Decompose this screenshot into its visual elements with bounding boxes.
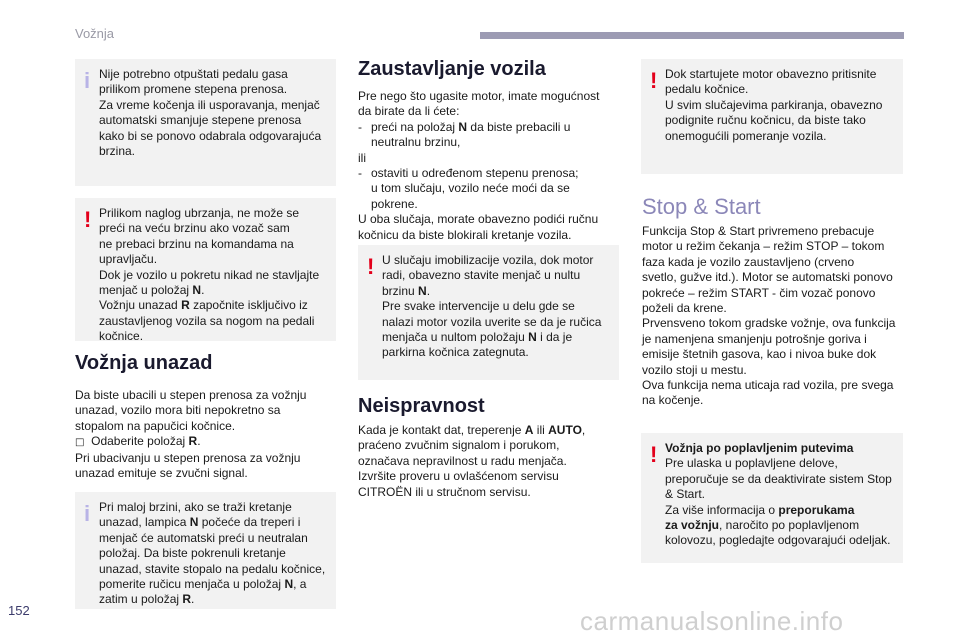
warning-icon: ! xyxy=(367,254,375,279)
note-text: Nije potrebno otpuštati pedalu gasa prilikom promene stepena prenosa. Za vreme kočenja ili usporavanja, menjač automatski smanjuje stepene prenosa kako bi se ponovo odabrala odgovarajuća brzina. xyxy=(99,67,322,159)
warning-text: U slučaju imobilizacije vozila, dok motor radi, obavezno stavite menjač u nultu brzinu N. Pre svake intervencije u delu gde se nalazi motor vozila uverite se da je ručica menjača u nultom položaju N i da je parkirna kočnica zategnuta. xyxy=(382,253,602,360)
list-item: - preći na položaj N da biste prebacili u neutralnu brzinu, xyxy=(358,119,571,150)
reverse-body: Da biste ubacili u stepen prenosa za vožnju unazad, vozilo mora biti nepokretno sa stopalom na papučici kočnice. □ Odaberite položaj R. Pri ubacivanju u stepen prenosa za vožnju unazad emituje se zvučni signal. xyxy=(75,388,307,481)
info-note-reverse xyxy=(75,492,336,609)
info-icon: i xyxy=(84,68,91,93)
stop-start-body: Funkcija Stop & Start privremeno prebacuje motor u režim čekanja – režim STOP – tokom faza kada je vozilo zaustavljeno (crveno svetlo, gužve itd.). Motor se automatski ponovo pokreće – režim START - čim vozač ponovo poželi da krene. Prvensveno tokom gradske vožnje, ova funkcija je namenjena smanjenju potrošnje goriva i emisije štetnih gasova, kao i nivoa buke dok vozilo stoji u mestu. Ova funkcija nema uticaja rad vozila, pre svega na kočenje. xyxy=(642,224,896,408)
info-icon: i xyxy=(84,501,91,526)
heading-malfunction: Neispravnost xyxy=(358,395,485,417)
malfunction-body: Kada je kontakt dat, treperenje A ili AUTO, praćeno zvučnim signalom i porukom, označava nepravilnost u radu menjača. Izvršite proveru u ovlašćenom servisu CITROËN ili u stručnom servisu. xyxy=(358,423,586,499)
warning-flooded-roads xyxy=(641,433,903,563)
checkbox-icon: □ xyxy=(75,437,85,449)
page-number: 152 xyxy=(8,603,30,618)
stopping-body: Pre nego što ugasite motor, imate mogućnost da birate da li ćete: - preći na položaj N da biste prebacili u neutralnu brzinu, ili - ostaviti u određenom stepenu prenosa; u tom slučaju, vozilo neće moći da se pokrene. U oba slučaja, morate obavezno podići ručnu kočnicu da biste blokirali kretanje vozila. xyxy=(358,89,620,243)
warning-starting xyxy=(641,59,903,174)
note-text: Pri maloj brzini, ako se traži kretanje unazad, lampica N počeće da treperi i menjač će automatski preći u neutralan položaj. Da biste pokrenuli kretanje unazad, stavite stopalo na pedalu kočnice, pomerite ručicu menjača u položaj N, a zatim u položaj R. xyxy=(99,500,326,607)
warning-icon: ! xyxy=(650,442,658,467)
warning-icon: ! xyxy=(84,207,92,232)
warning-immobilisation xyxy=(358,245,619,380)
heading-reverse: Vožnja unazad xyxy=(75,352,213,374)
watermark: carmanualsonline.info xyxy=(580,606,844,636)
heading-stopping: Zaustavljanje vozila xyxy=(358,58,546,80)
warning-text: Prilikom naglog ubrzanja, ne može se preći na veću brzinu ako vozač sam ne prebaci brzinu na komandama na upravljaču. Dok je vozilo u pokretu nikad ne stavljajte menjač u položaj N. Vožnju unazad R započnite isključivo iz zaustavljenog vozila sa nogom na pedali kočnice. xyxy=(99,206,320,344)
section-title: Vožnja xyxy=(75,26,115,41)
warning-text: Dok startujete motor obavezno pritisnite pedalu kočnice. U svim slučajevima parkiranja, obavezno podignite ručnu kočnicu, da biste tako onemogućili pomeranje vozila. xyxy=(665,67,883,143)
heading-stop-start: Stop & Start xyxy=(642,194,761,219)
header-bar xyxy=(480,32,904,39)
info-note-gear-change xyxy=(75,59,336,186)
warning-icon: ! xyxy=(650,68,658,93)
list-item: - ostaviti u određenom stepenu prenosa; u tom slučaju, vozilo neće moći da se pokrene. xyxy=(358,166,579,211)
warning-text: Vožnja po poplavljenim putevima Pre ulaska u poplavljene delove, preporučuje se da deaktivirate sistem Stop & Start. Za više informacija o preporukama za vožnju, naročito po poplavljenom kolovozu, pogledajte odgovarajući odeljak. xyxy=(665,441,892,548)
warning-sudden-acceleration xyxy=(75,198,336,344)
